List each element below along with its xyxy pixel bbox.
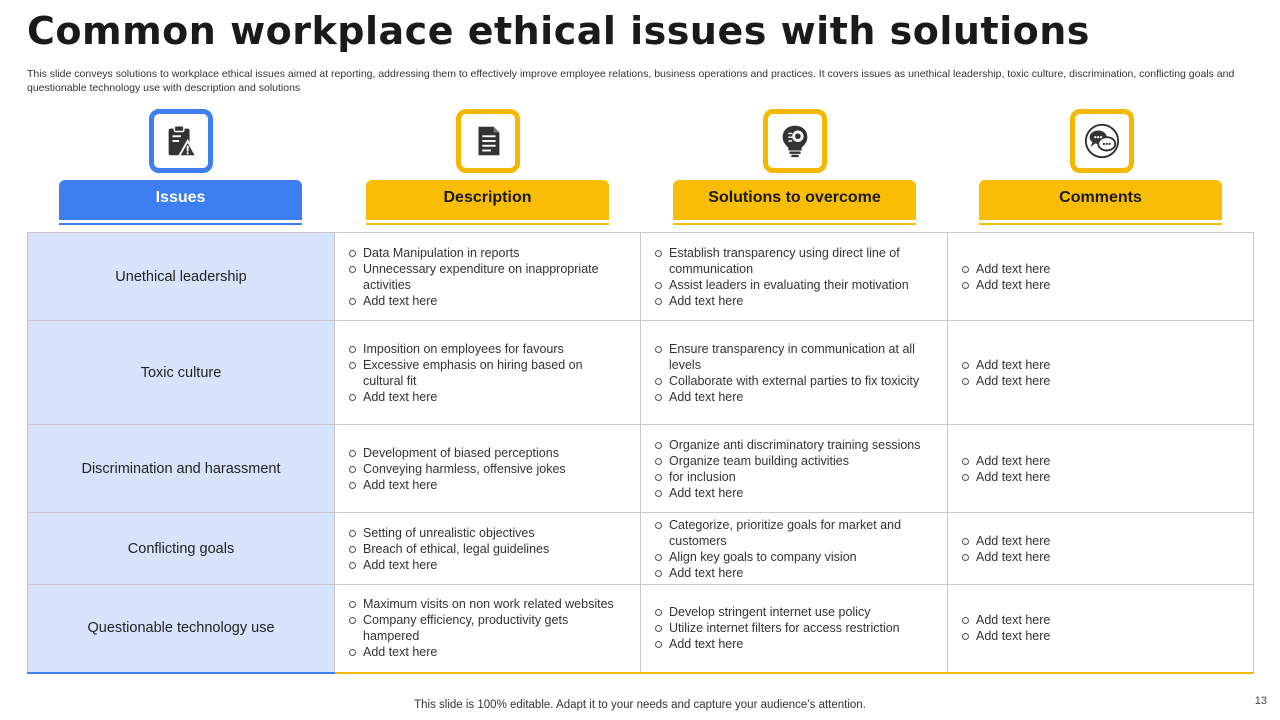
list-item: Add text here — [962, 533, 1239, 549]
header-underline — [979, 223, 1222, 225]
list-item: Add text here — [655, 636, 933, 652]
list-item: Add text here — [962, 261, 1239, 277]
header-solutions: Solutions to overcome — [673, 180, 916, 220]
description-cell — [335, 585, 641, 673]
solutions-cell — [641, 233, 948, 321]
list-item: Add text here — [349, 557, 626, 573]
list-item: Breach of ethical, legal guidelines — [349, 541, 626, 557]
description-cell — [335, 233, 641, 321]
list-item: Add text here — [962, 549, 1239, 565]
comments-cell — [948, 233, 1254, 321]
description-cell — [335, 425, 641, 513]
description-list — [335, 445, 640, 493]
page-title: Common workplace ethical issues with solutions — [27, 9, 1090, 53]
list-item: Setting of unrealistic objectives — [349, 525, 626, 541]
list-item: Add text here — [962, 277, 1239, 293]
issues-table — [27, 232, 1254, 674]
comments-cell — [948, 321, 1254, 425]
list-item: Company efficiency, productivity gets hampered — [349, 612, 626, 644]
table-row — [28, 233, 1254, 321]
list-item: Organize anti discriminatory training sessions — [655, 437, 933, 453]
solutions-cell — [641, 513, 948, 585]
table-row — [28, 321, 1254, 425]
solutions-icon-frame — [763, 109, 827, 173]
comments-list — [948, 453, 1253, 485]
list-item: Add text here — [349, 293, 626, 309]
comments-cell — [948, 513, 1254, 585]
list-item: Establish transparency using direct line of communication — [655, 245, 933, 277]
list-item: Excessive emphasis on hiring based on cultural fit — [349, 357, 626, 389]
list-item: Add text here — [655, 485, 933, 501]
list-item: Add text here — [962, 469, 1239, 485]
document-icon — [469, 122, 507, 160]
comments-list — [948, 533, 1253, 565]
comments-cell — [948, 585, 1254, 673]
footer-note: This slide is 100% editable. Adapt it to your needs and capture your audience’s attention. — [414, 699, 866, 711]
list-item: Add text here — [349, 389, 626, 405]
list-item: Development of biased perceptions — [349, 445, 626, 461]
table-row — [28, 513, 1254, 585]
list-item: Add text here — [962, 453, 1239, 469]
list-item: Add text here — [962, 373, 1239, 389]
issues-icon-frame — [149, 109, 213, 173]
issues-table-body — [28, 233, 1254, 673]
list-item: Add text here — [962, 357, 1239, 373]
list-item: Unnecessary expenditure on inappropriate activities — [349, 261, 626, 293]
list-item: Assist leaders in evaluating their motivation — [655, 277, 933, 293]
solutions-cell — [641, 585, 948, 673]
description-list — [335, 596, 640, 660]
list-item: Develop stringent internet use policy — [655, 604, 933, 620]
list-item: Imposition on employees for favours — [349, 341, 626, 357]
list-item: Add text here — [349, 644, 626, 660]
issue-cell: Toxic culture — [28, 321, 335, 425]
header-issues: Issues — [59, 180, 302, 220]
description-list — [335, 341, 640, 405]
list-item: for inclusion — [655, 469, 933, 485]
list-item: Add text here — [655, 389, 933, 405]
list-item: Conveying harmless, offensive jokes — [349, 461, 626, 477]
page-number: 13 — [1254, 695, 1267, 707]
issue-cell: Discrimination and harassment — [28, 425, 335, 513]
list-item: Ensure transparency in communication at all levels — [655, 341, 933, 373]
description-list — [335, 245, 640, 309]
header-underline — [366, 223, 609, 225]
solutions-cell — [641, 425, 948, 513]
comments-list — [948, 261, 1253, 293]
list-item: Organize team building activities — [655, 453, 933, 469]
header-comments: Comments — [979, 180, 1222, 220]
solutions-cell — [641, 321, 948, 425]
issue-cell: Conflicting goals — [28, 513, 335, 585]
solutions-list — [641, 245, 947, 309]
solutions-list — [641, 604, 947, 652]
comments-list — [948, 612, 1253, 644]
list-item: Utilize internet filters for access restriction — [655, 620, 933, 636]
list-item: Maximum visits on non work related websites — [349, 596, 626, 612]
issue-cell: Unethical leadership — [28, 233, 335, 321]
list-item: Align key goals to company vision — [655, 549, 933, 565]
solutions-list — [641, 437, 947, 501]
solutions-list — [641, 341, 947, 405]
issue-cell: Questionable technology use — [28, 585, 335, 673]
list-item: Data Manipulation in reports — [349, 245, 626, 261]
list-item: Add text here — [962, 628, 1239, 644]
comments-list — [948, 357, 1253, 389]
header-underline — [673, 223, 916, 225]
table-row — [28, 585, 1254, 673]
list-item: Add text here — [655, 293, 933, 309]
chat-bubbles-icon — [1083, 122, 1121, 160]
comments-cell — [948, 425, 1254, 513]
header-description: Description — [366, 180, 609, 220]
list-item: Add text here — [962, 612, 1239, 628]
description-cell — [335, 513, 641, 585]
description-cell — [335, 321, 641, 425]
solutions-list — [641, 517, 947, 581]
description-list — [335, 525, 640, 573]
lightbulb-gear-icon — [776, 122, 814, 160]
list-item: Categorize, prioritize goals for market and customers — [655, 517, 933, 549]
description-icon-frame — [456, 109, 520, 173]
clipboard-warning-icon — [162, 122, 200, 160]
list-item: Add text here — [349, 477, 626, 493]
comments-icon-frame — [1070, 109, 1134, 173]
list-item: Collaborate with external parties to fix toxicity — [655, 373, 933, 389]
table-row — [28, 425, 1254, 513]
header-underline — [59, 223, 302, 225]
page-subtitle: This slide conveys solutions to workplace ethical issues aimed at reporting, addressing them to effectively improve employee relations, business operations and practices. It covers issues as unethical leadership, toxic culture, discrimination, conflicting goals and questionable technology use with description and solutions — [27, 68, 1235, 94]
list-item: Add text here — [655, 565, 933, 581]
